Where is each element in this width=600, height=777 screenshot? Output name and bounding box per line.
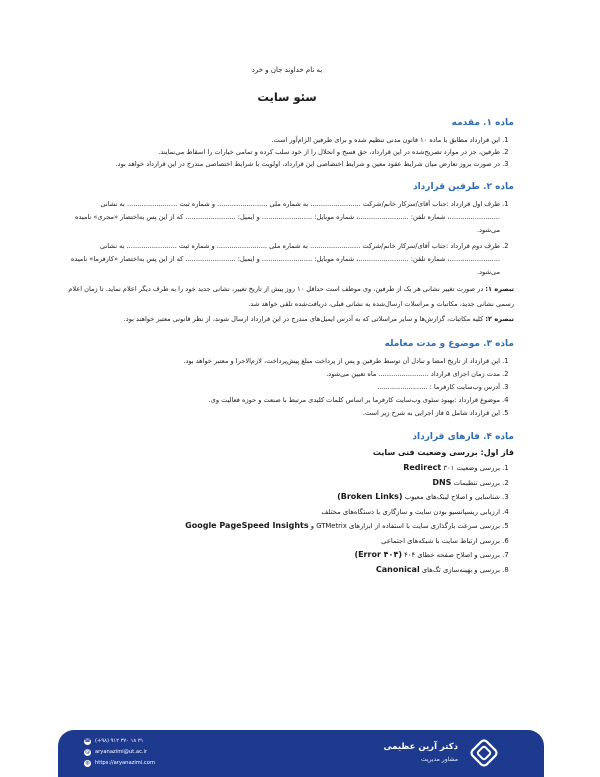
phase-title: فاز اول: بررسی وضعیت فنی سایت (372, 448, 514, 457)
list-item: 1. این قرارداد از تاریخ امضا و تبادل آن توسط طرفین و پس از پرداخت مبلغ پیش‌پرداخت، لازم‌الاجرا و معتبر خواهد بود. (60, 355, 500, 368)
basmala: به نام خداوند جان و خرد (251, 66, 323, 74)
note-1 (60, 282, 514, 312)
list-item: 2. طرفین، جز در موارد تصریح‌شده در این قرارداد، حق فسخ و انحلال را از خود سلب کرده و تمامی خیارات را اسقاط می‌نمایند. (60, 146, 500, 158)
footer-bar (58, 730, 544, 777)
section-introduction (60, 118, 514, 170)
section-parties (60, 182, 514, 327)
email-icon: @ (85, 749, 90, 755)
list-item: 3. آدرس وب‌سایت کارفرما : ........................ (60, 381, 500, 394)
globe-icon: ◍ (85, 760, 90, 766)
note-label: تبصره ۲: (485, 315, 514, 323)
list-item: 1. بررسی وضعیت ۳۰۱ Redirect (60, 461, 500, 476)
list-item: 1. این قرارداد مطابق با ماده ۱۰ قانون مدنی تنظیم شده و برای طرفین الزام‌آور است. (60, 134, 500, 146)
footer-phone-row (84, 736, 155, 747)
phone-icon: ☎ (84, 738, 91, 744)
list-item: 3. در صورت بروز تعارض میان شرایط عقود معین و شرایط اختصاصی این قرارداد، اولویت با شرایط اختصاصی مندرج در این قرارداد خواهد بود. (60, 158, 500, 170)
section-subject (60, 339, 514, 420)
section-heading: ماده ۳. موضوع و مدت معامله (384, 339, 514, 349)
footer-email-row (84, 747, 155, 758)
list-item: 3. شناسایی و اصلاح لینک‌های معیوب (Broken Links) (60, 490, 500, 505)
footer-website-row (84, 758, 155, 769)
section-heading: ماده ۱. مقدمه (451, 118, 514, 128)
footer-contact (84, 736, 155, 769)
footer-website[interactable]: https://aryanazimi.com (95, 760, 156, 766)
list-item: 2. مدت زمان اجرای قرارداد ........................ ماه تعیین می‌شود. (60, 368, 500, 381)
footer-name: دکتر آرین عظیمی (383, 742, 458, 752)
list-item: 7. بررسی و اصلاح صفحه خطای ۴۰۴ (Error ۴۰۴) (60, 548, 500, 563)
list-item: 2. طرف دوم قرارداد :جناب آقای/سرکار خانم/شرکت ........................ به شماره ملی ........................ و شماره ثبت ........................ به نشانی ........................، شماره تلفن: ........................، شماره موبایل: ........................ و ایمیل: ........................ که از این پس به‌اختصار «کارفرما» نامیده می‌شود. (60, 240, 500, 279)
note-label: تبصره ۱: (485, 285, 514, 293)
document-content (60, 66, 514, 589)
logo-icon (470, 739, 498, 767)
list-item: 5. این قرارداد شامل ۵ فاز اجرایی به شرح زیر است. (60, 407, 500, 420)
footer-phone: (+۹۸) ۹۱۲ ۳۷۰ ۱۸ ۳۱ (95, 738, 144, 744)
list-item: 8. بررسی و بهینه‌سازی تگ‌های Canonical (60, 563, 500, 578)
note-text: در صورت تغییر نشانی هر یک از طرفین، وی موظف است حداقل ۱۰ روز پیش از تاریخ تغییر، نشانی جدید خود را به طرف دیگر اعلام نماید. تا زمان اعلام رسمی نشانی جدید، مکاتبات و مراسلات ارسال‌شده به نشانی قبلی، دریافت‌شده تلقی خواهد شد. (68, 285, 514, 308)
list-item: 2. بررسی تنظیمات DNS (60, 476, 500, 491)
list-item: 4. موضوع قرارداد :بهبود سئوی وب‌سایت کارفرما بر اساس کلمات کلیدی مرتبط با صنعت و حوزه فعالیت وی. (60, 394, 500, 407)
footer-role: مشاور مدیریت (420, 756, 458, 763)
list-item: 6. بررسی ارتباط سایت با شبکه‌های اجتماعی (60, 534, 500, 549)
list-item: 5. بررسی سرعت بارگذاری سایت با استفاده از ابزارهای GTMetrix و Google PageSpeed Insights (60, 519, 500, 534)
section-heading: ماده ۲. طرفین قرارداد (412, 182, 514, 192)
footer-email[interactable]: aryanazimi@ut.ac.ir (95, 749, 148, 755)
list-item: 1. طرف اول قرارداد :جناب آقای/سرکار خانم/شرکت ........................ به شماره ملی ........................ و شماره ثبت ........................ به نشانی ........................، شماره تلفن: ........................، شماره موبایل: ........................ و ایمیل: ........................ که از این پس به‌اختصار «مجری» نامیده می‌شود. (60, 198, 500, 237)
document-title: سئو سایت (257, 90, 317, 104)
note-text: کلیه مکاتبات، گزارش‌ها و سایر مراسلاتی که به آدرس ایمیل‌های مندرج در این قرارداد ارسال شوند، از نظر قانونی معتبر خواهند بود. (123, 315, 486, 323)
section-phases (60, 432, 514, 577)
section-heading: ماده ۴. فازهای قرارداد (412, 432, 514, 442)
note-2 (60, 312, 514, 327)
list-item: 4. ارزیابی ریسپانسیو بودن سایت و سازگاری با دستگاه‌های مختلف (60, 505, 500, 520)
